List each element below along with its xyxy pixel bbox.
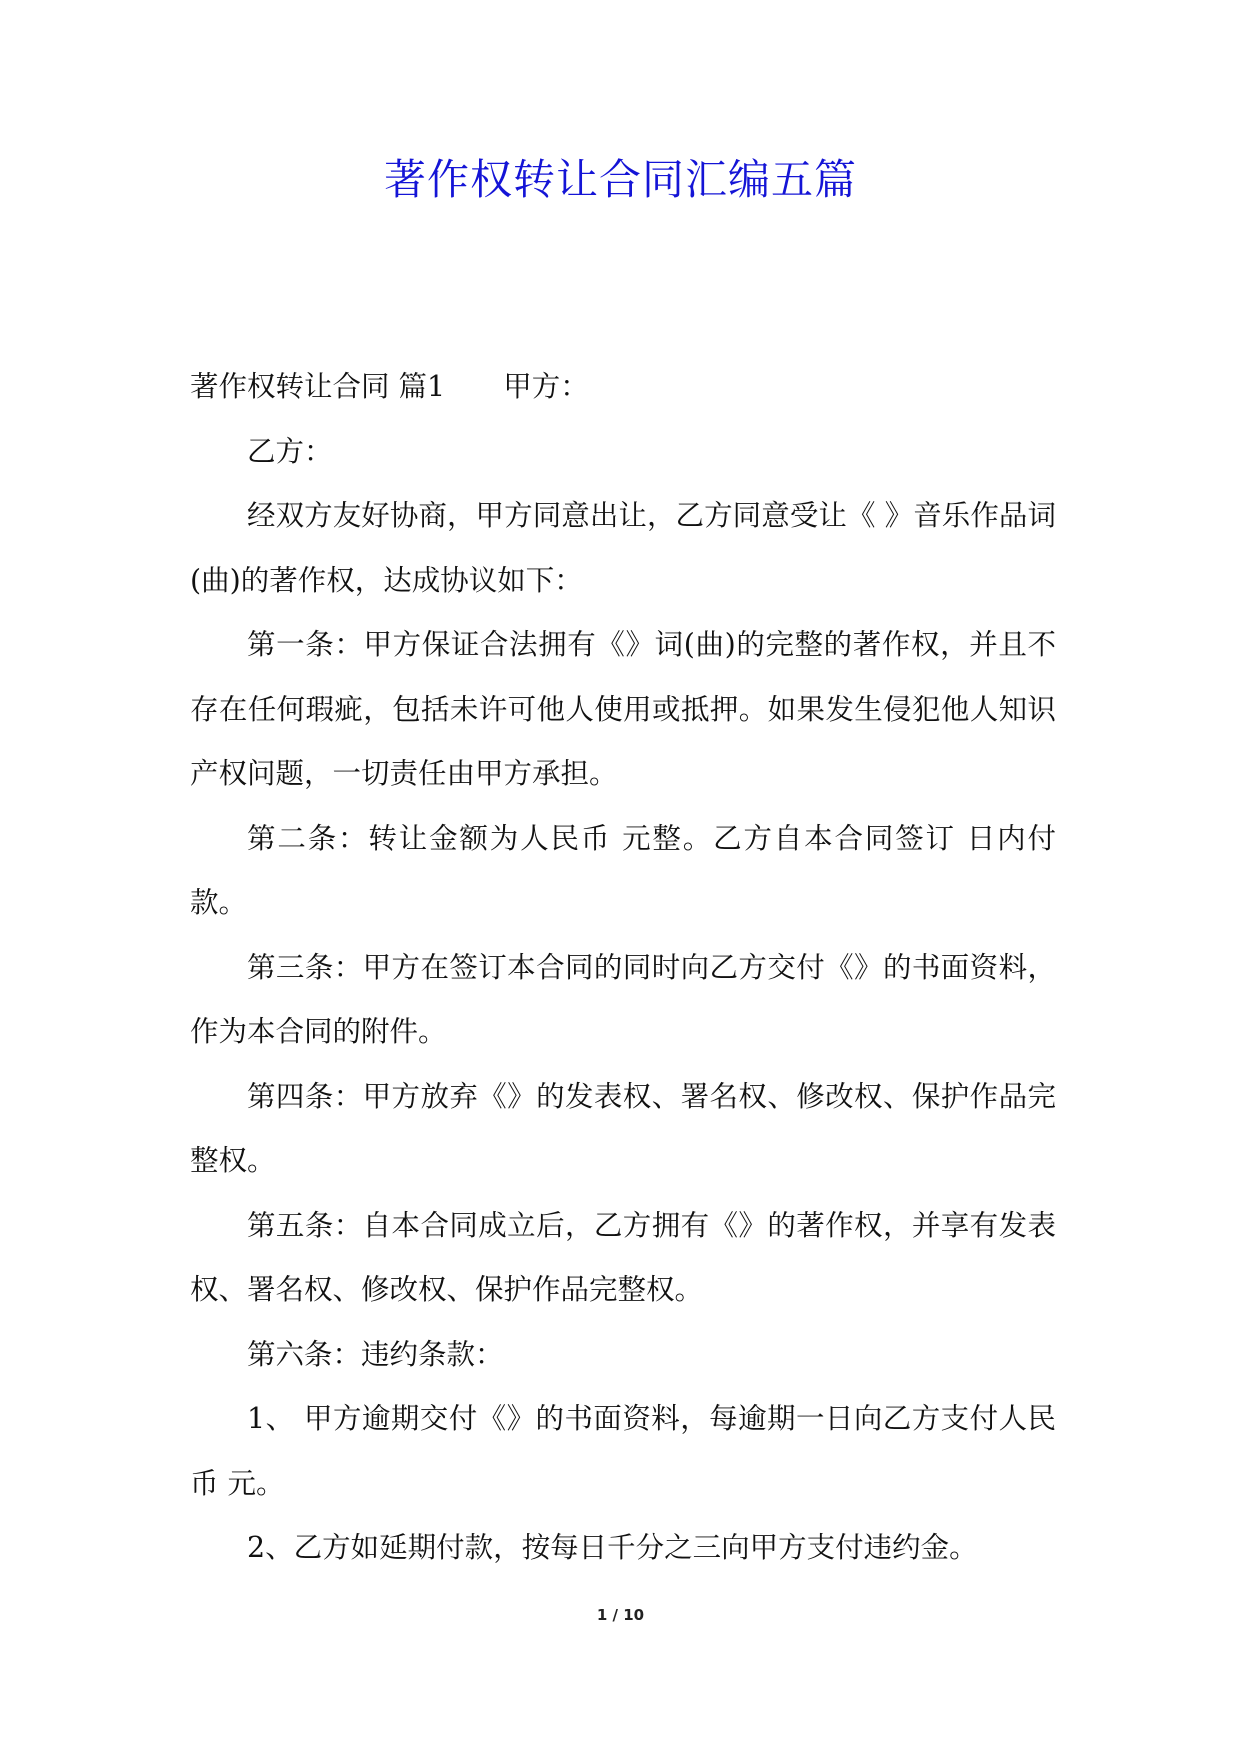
party-a-label: 甲方： xyxy=(503,370,589,403)
paragraph-article-2: 第二条：转让金额为人民币 元整。乙方自本合同签订 日内付款。 xyxy=(190,821,1056,919)
section-heading: 著作权转让合同 篇1 xyxy=(190,370,446,403)
paragraph-article-3: 第三条：甲方在签订本合同的同时向乙方交付《》的书面资料，作为本合同的附件。 xyxy=(190,950,1056,1048)
paragraph-clause-1: 1、 甲方逾期交付《》的书面资料，每逾期一日向乙方支付人民币 元。 xyxy=(190,1402,1056,1500)
paragraph-article-5: 第五条：自本合同成立后，乙方拥有《》的著作权，并享有发表权、署名权、修改权、保护作品完整权。 xyxy=(190,1208,1056,1306)
intro-line xyxy=(190,355,1056,420)
document-body xyxy=(190,355,1056,1581)
document-title: 著作权转让合同汇编五篇 xyxy=(383,155,857,204)
paragraph-party-b: 乙方： xyxy=(247,434,333,468)
paragraph-article-1: 第一条：甲方保证合法拥有《》词(曲)的完整的著作权，并且不存在任何瑕疵，包括未许可他人使用或抵押。如果发生侵犯他人知识产权问题，一切责任由甲方承担。 xyxy=(190,628,1056,790)
paragraph-article-6: 第六条：违约条款： xyxy=(247,1337,504,1371)
page-number: 1 / 10 xyxy=(596,1606,645,1624)
paragraph-article-4: 第四条：甲方放弃《》的发表权、署名权、修改权、保护作品完整权。 xyxy=(190,1079,1056,1177)
paragraph-preamble: 经双方友好协商，甲方同意出让，乙方同意受让《 》音乐作品词(曲)的著作权，达成协议如下： xyxy=(190,499,1056,597)
paragraph-clause-2: 2、乙方如延期付款，按每日千分之三向甲方支付违约金。 xyxy=(247,1531,978,1564)
